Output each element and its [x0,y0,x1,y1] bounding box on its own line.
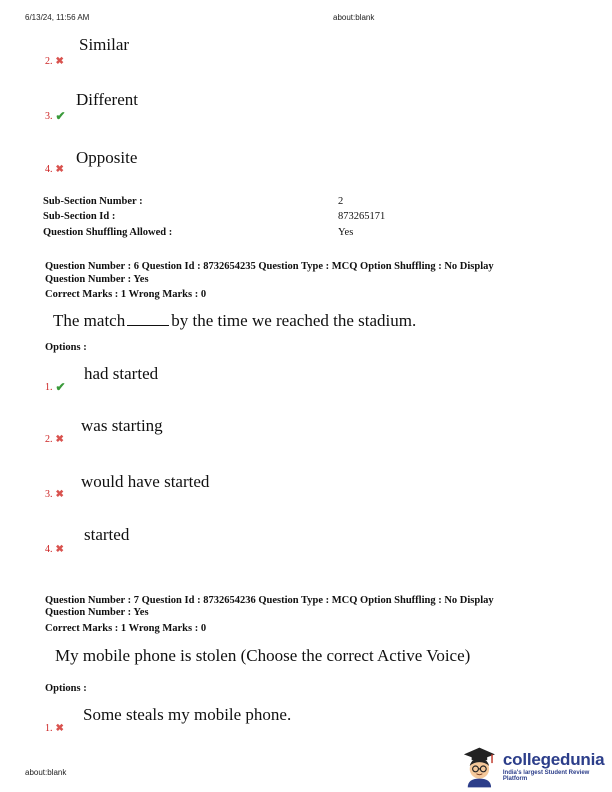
question-marks: Correct Marks : 1 Wrong Marks : 0 [45,289,207,300]
option-text: would have started [81,472,210,491]
option-text: started [84,525,130,544]
subsection-number-label: Sub-Section Number : [43,196,143,207]
option-number [45,381,66,393]
question-text: My mobile phone is stolen (Choose the correct Active Voice) [55,646,471,665]
subsection-number-value: 2 [338,196,344,207]
option-number-label: 1. [45,381,53,393]
option-number-label: 2. [45,434,53,445]
question-info-line: Question Number : 6 Question Id : 8732654235 Question Type : MCQ Option Shuffling : No Display [45,261,494,272]
question-info-line: Question Number : Yes [45,274,149,285]
logo-wordmark: collegedunia [502,750,605,769]
logo-text-block [503,750,612,782]
print-page-title: about:blank [333,13,375,22]
option-number [45,164,64,175]
print-timestamp: 6/13/24, 11:56 AM [25,13,90,22]
option-text: Different [76,90,138,109]
question-text-part: The match [53,311,126,330]
check-icon: ✔ [55,109,66,123]
question-shuffling-value: Yes [338,227,354,238]
cross-icon: ✖ [55,163,64,175]
option-number-label: 4. [45,544,53,555]
cross-icon: ✖ [55,722,64,734]
option-text: was starting [81,416,163,435]
option-number [45,544,64,555]
cross-icon: ✖ [55,488,64,500]
question-marks: Correct Marks : 1 Wrong Marks : 0 [45,623,207,634]
collegedunia-logo [460,744,612,788]
blank-line [127,325,169,326]
question-text-part: by the time we reached the stadium. [171,311,417,330]
option-number [45,56,64,67]
option-number [45,110,66,122]
option-number-label: 4. [45,164,53,175]
cross-icon: ✖ [55,543,64,555]
print-footer-url: about:blank [25,768,67,777]
question-shuffling-label: Question Shuffling Allowed : [43,227,173,238]
option-text: had started [84,364,159,383]
cross-icon: ✖ [55,55,64,67]
mascot-icon [460,744,497,788]
logo-tagline: India's largest Student Review Platform [502,770,590,782]
option-text: Some steals my mobile phone. [83,705,292,724]
option-number [45,723,64,734]
option-text: Similar [79,35,130,54]
question-text [53,311,416,331]
check-icon: ✔ [55,380,66,394]
subsection-id-value: 873265171 [338,211,386,222]
cross-icon: ✖ [55,433,64,445]
option-number-label: 3. [45,489,53,500]
options-label: Options : [45,342,87,353]
question-info-line: Question Number : Yes [45,607,149,618]
option-text: Opposite [76,148,138,167]
subsection-id-label: Sub-Section Id : [43,211,116,222]
option-number-label: 3. [45,110,53,122]
option-number-label: 1. [45,723,53,734]
option-number [45,489,64,500]
options-label: Options : [45,683,87,694]
option-number-label: 2. [45,56,53,67]
question-info-line: Question Number : 7 Question Id : 8732654236 Question Type : MCQ Option Shuffling : No Display [45,595,494,606]
option-number [45,434,64,445]
